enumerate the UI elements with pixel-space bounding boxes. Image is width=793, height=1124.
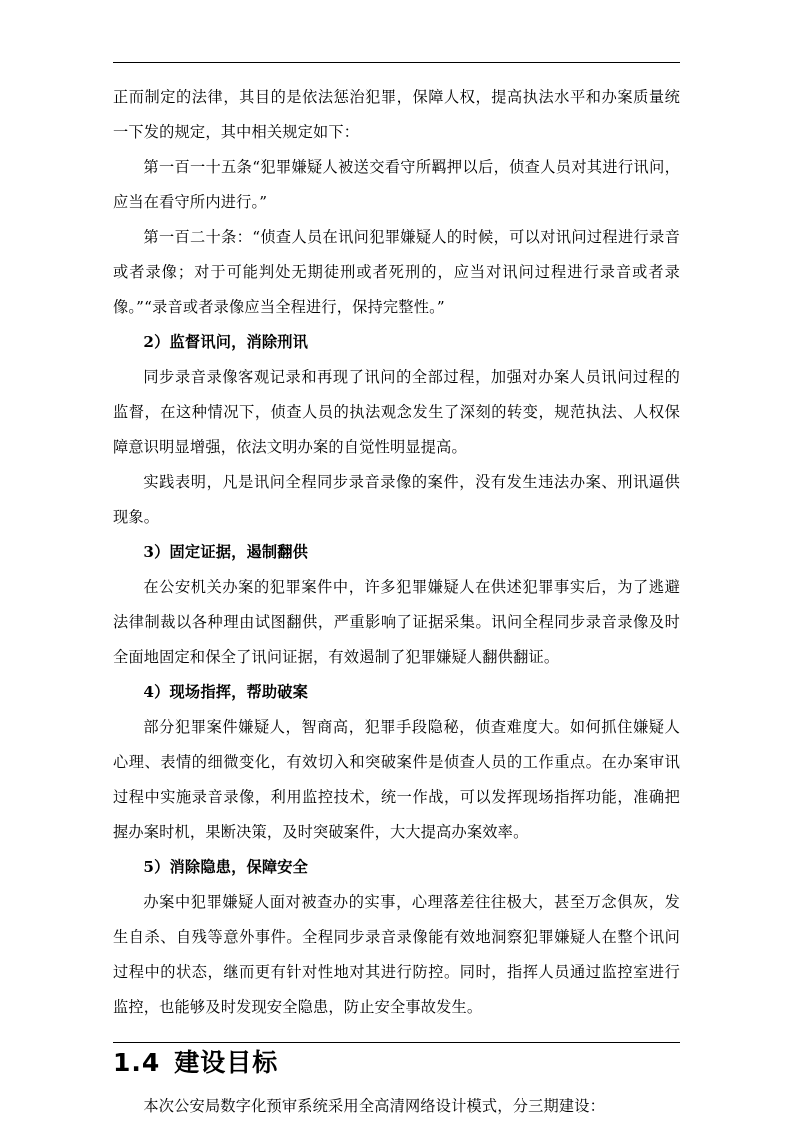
subheading-item-3: 3）固定证据，遏制翻供 — [143, 543, 309, 561]
document-body — [113, 80, 680, 1124]
section-number: 1.4 — [113, 1048, 161, 1077]
paragraph: 正而制定的法律，其目的是依法惩治犯罪，保障人权，提高执法水平和办案质量统一下发的规定，其中相关规定如下： — [113, 88, 680, 141]
paragraph: 办案中犯罪嫌疑人面对被查办的实事，心理落差往往极大，甚至万念俱灰，发生自杀、自残等意外事件。全程同步录音录像能有效地洞察犯罪嫌疑人在整个讯问过程中的状态，继而更有针对性地对其进行防控。同时，指挥人员通过监控室进行监控，也能够及时发现安全隐患，防止安全事故发生。 — [113, 893, 680, 1016]
subheading-item-4: 4）现场指挥，帮助破案 — [143, 683, 309, 701]
section-heading — [113, 1025, 680, 1089]
paragraph: 在公安机关办案的犯罪案件中，许多犯罪嫌疑人在供述犯罪事实后，为了逃避法律制裁以各种理由试图翻供，严重影响了证据采集。讯问全程同步录音录像及时全面地固定和保全了讯问证据，有效遏制了犯罪嫌疑人翻供翻证。 — [113, 578, 680, 666]
footer-divider — [113, 1042, 680, 1043]
header-divider — [113, 62, 680, 63]
paragraph: 同步录音录像客观记录和再现了讯问的全部过程，加强对办案人员讯问过程的监督，在这种情况下，侦查人员的执法观念发生了深刻的转变，规范执法、人权保障意识明显增强，依法文明办案的自觉性明显提高。 — [113, 368, 680, 456]
paragraph: 部分犯罪案件嫌疑人，智商高，犯罪手段隐秘，侦查难度大。如何抓住嫌疑人心理、表情的细微变化，有效切入和突破案件是侦查人员的工作重点。在办案审讯过程中实施录音录像，利用监控技术，统一作战，可以发挥现场指挥功能，准确把握办案时机，果断决策，及时突破案件，大大提高办案效率。 — [113, 718, 680, 841]
paragraph: 实践表明，凡是讯问全程同步录音录像的案件，没有发生违法办案、刑讯逼供现象。 — [113, 473, 680, 526]
subheading-item-2: 2）监督讯问，消除刑讯 — [143, 333, 309, 351]
paragraph: 本次公安局数字化预审系统采用全高清网络设计模式，分三期建设： — [143, 1097, 606, 1115]
subheading-item-5: 5）消除隐患，保障安全 — [143, 858, 309, 876]
section-title: 建设目标 — [174, 1048, 279, 1077]
paragraph-law-115: 第一百一十五条“犯罪嫌疑人被送交看守所羁押以后，侦查人员对其进行讯问，应当在看守所内进行。” — [113, 158, 680, 211]
paragraph-law-120: 第一百二十条：“侦查人员在讯问犯罪嫌疑人的时候，可以对讯问过程进行录音或者录像；对于可能判处无期徒刑或者死刑的，应当对讯问过程进行录音或者录像。”“录音或者录像应当全程进行，保持完整性。” — [113, 228, 680, 316]
